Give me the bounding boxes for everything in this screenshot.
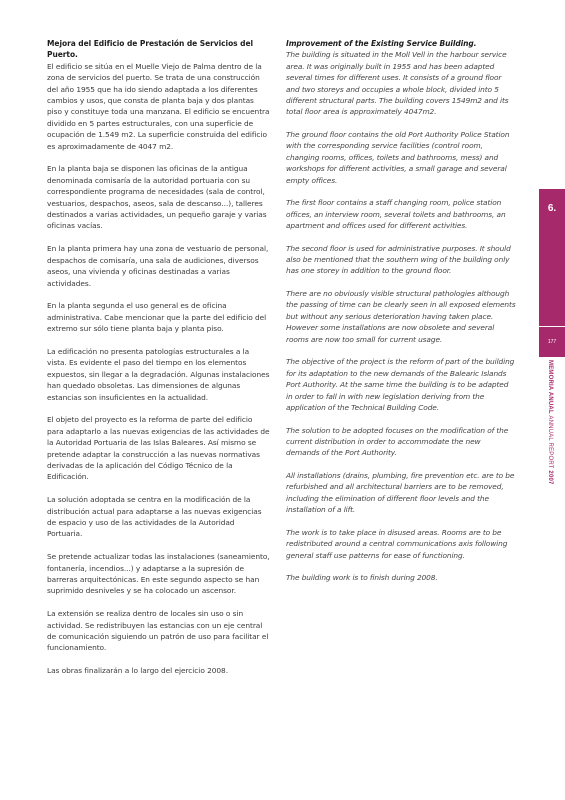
english-paragraph: There are no obviously visible structural pathologies although the passing of time can be clearly seen in all exposed elements but without any serious deterioration having taken place. However some installations are now obsolete and several rooms are now too small for current usage. [286, 289, 516, 344]
running-title [539, 356, 565, 516]
running-title-memoria: MEMORIA ANUAL [547, 360, 553, 414]
section-number-tab [539, 189, 565, 326]
english-paragraph: The solution to be adopted focuses on the modification of the current distribution in order to accommodate the new demands of the Port Authority. [286, 425, 509, 458]
english-paragraph: All installations (drains, plumbing, fire prevention etc. are to be refurbished and all architectural barriers are to be removed, including the elimination of different floor levels and the installation of a lift. [286, 470, 515, 515]
spanish-paragraph: El objeto del proyecto es la reforma de parte del edificio para adaptarlo a las nuevas exigencias de las actividades de la Autoridad Portuaria de las Islas Baleares. Así mismo se pretende adaptar la construcción a las nuevas normativas derivadas de la aplicación del Código Técnico de la Edificación. [47, 415, 270, 482]
spanish-paragraph: En la planta primera hay una zona de vestuario de personal, despachos de comisaría, una sala de audiciones, diversos aseos, una vivienda y oficinas destinadas a varias actividades. [47, 244, 269, 288]
spanish-column [47, 38, 271, 688]
section-number: 6. [547, 203, 557, 214]
english-paragraph: The ground floor contains the old Port Authority Police Station with the corresponding service facilities (control room, changing rooms, offices, toilets and bathrooms, mess) and workshops for different activities, a small garage and several empty offices. [286, 130, 510, 185]
spanish-paragraph: La edificación no presenta patologías estructurales a la vista. Es evidente el paso del tiempo en los elementos expuestos, sin llegar a la degradación. Algunas instalaciones han quedado obsoletas. Las dimensiones de algunas estancias son insuficientes en la actualidad. [47, 346, 270, 402]
spanish-paragraph: La extensión se realiza dentro de locales sin uso o sin actividad. Se redistribuyen las estancias con un eje central de comunicación siguiendo un patrón de uso para facilitar el funcionamiento. [47, 609, 269, 653]
spanish-paragraph: Las obras finalizarán a lo largo del ejercicio 2008. [47, 666, 228, 676]
english-paragraph: The building is situated in the Moll Vell in the harbour service area. It was originally built in 1955 and has been adapted several times for different uses. It consists of a ground floor and two storeys and occupies a whole block, divided into 5 different structural parts. The building covers 1549m2 and its total floor area is approximately 4047m2. [286, 50, 509, 117]
english-paragraph: The first floor contains a staff changing room, police station offices, an interview room, several toilets and bathrooms, an apartment and offices used for different activities. [286, 198, 506, 231]
english-paragraph: The second floor is used for administrative purposes. It should also be mentioned that the southern wing of the building only has one storey in addition to the ground floor. [286, 243, 511, 276]
spanish-paragraph: Se pretende actualizar todas las instalaciones (saneamiento, fontanería, incendios...) y adaptarse a la supresión de barreras arquitectónicas. En este segundo aspecto se han suprimido desniveles y se ha colocado un ascensor. [47, 552, 270, 596]
page-number-tab [539, 326, 565, 357]
spanish-paragraph: La solución adoptada se centra en la modificación de la distribución actual para adaptarse a las nuevas exigencias de espacio y uso de las actividades de la Autoridad Portuaria. [47, 495, 262, 539]
spanish-paragraph: En la planta segunda el uso general es de oficina administrativa. Cabe mencionar que la parte del edificio del extremo sur sólo tiene planta baja y planta piso. [47, 301, 267, 334]
english-column [286, 38, 516, 595]
page-number: 177 [547, 339, 557, 345]
running-title-text [547, 360, 553, 485]
english-paragraph: The building work is to finish during 2008. [286, 573, 438, 583]
english-paragraph: The objective of the project is the reform of part of the building for its adaptation to the new demands of the Balearic Islands Port Authority. At the same time the building is to be adapted in order to fall in with new legislation deriving from the application of the Technical Building Code. [286, 357, 515, 412]
running-title-annual-report: ANNUAL REPORT [547, 413, 553, 471]
english-heading: Improvement of the Existing Service Building. [286, 39, 477, 48]
english-paragraph: The work is to take place in disused areas. Rooms are to be redistributed around a central communications axis following general staff use patterns for ease of functioning. [286, 527, 508, 560]
running-title-year: 2007 [547, 470, 553, 485]
spanish-paragraph: En la planta baja se disponen las oficinas de la antigua denominada comisaría de la autoridad portuaria con su correspondiente programa de necesidades (sala de control, vestuarios, despachos, aseos, sala de descanso...), talleres destinados a varias actividades, un pequeño garaje y varias oficinas vacías. [47, 164, 267, 231]
spanish-paragraph: El edificio se sitúa en el Muelle Viejo de Palma dentro de la zona de servicios del puerto. Se trata de una construcción del año 1955 que ha ido siendo adaptada a los diferentes cambios y usos, que consta de planta baja y dos plantas piso y constituye toda una manzana. El edificio se encuentra dividido en 5 partes estructurales, con una superficie de ocupación de 1.549 m2. La superficie construida del edificio es aproximadamente de 4047 m2. [47, 61, 270, 151]
spanish-heading: Mejora del Edificio de Prestación de Servicios del Puerto. [47, 39, 254, 60]
